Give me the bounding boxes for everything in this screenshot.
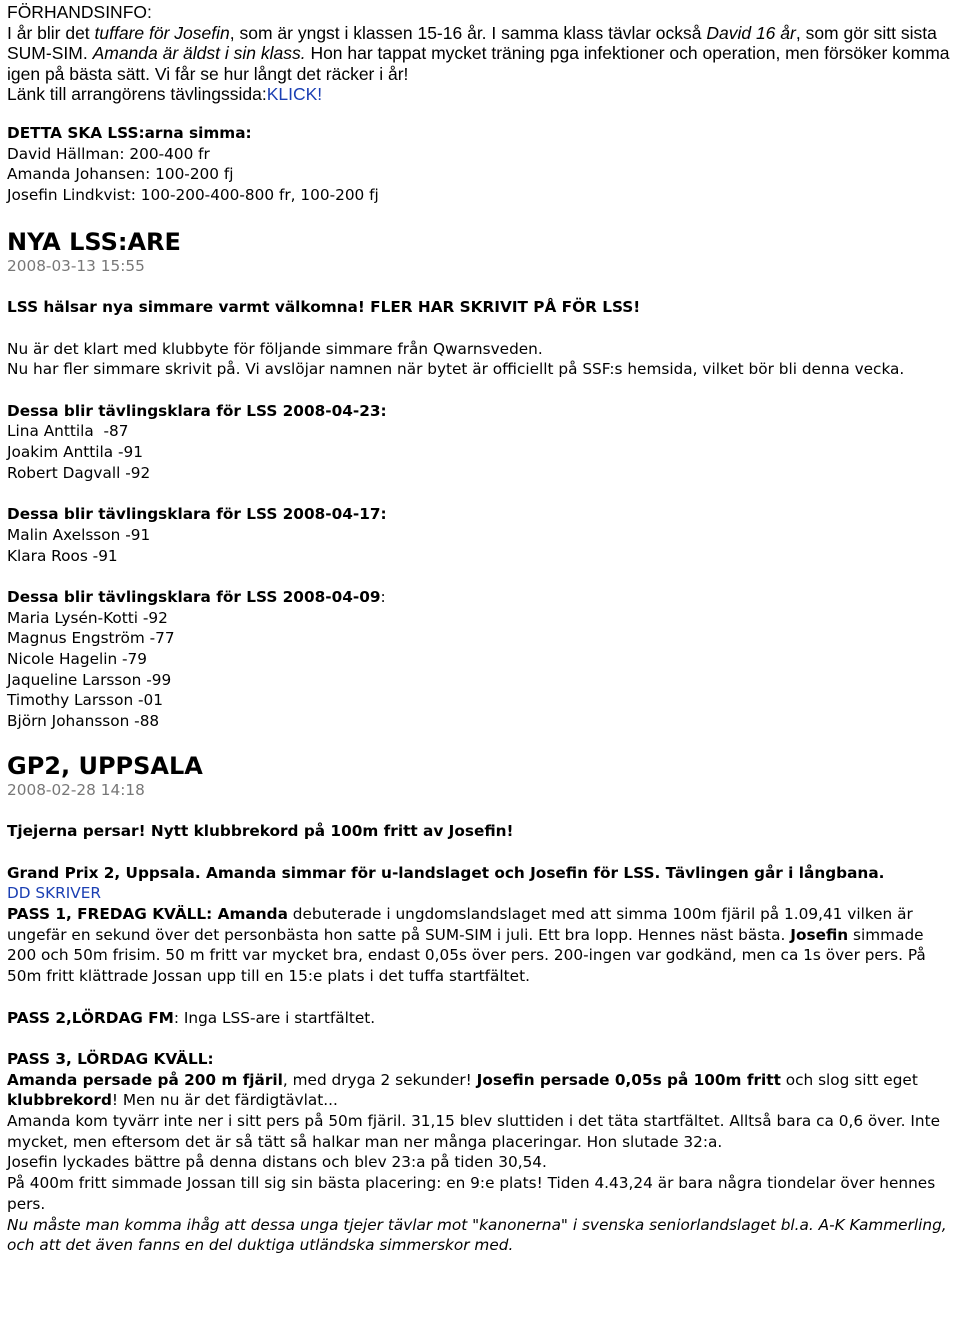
swim-plan-line: Amanda Johansen: 100-200 fj [7, 165, 234, 184]
post-title: NYA LSS:ARE [7, 227, 181, 256]
pre-info-section [7, 2, 957, 105]
post-lead: LSS hälsar nya simmare varmt välkomna! FLER HAR SKRIVIT PÅ FÖR LSS! [7, 298, 641, 317]
closing-paragraph: Nu måste man komma ihåg att dessa unga tjejer tävlar mot "kanonerna" i svenska seniorlandslaget bl.a. A-K Kammerling, och att det även fanns en del duktiga utländska simmerskor med. [7, 1215, 947, 1255]
paragraph: Nu är det klart med klubbyte för följande simmare från Qwarnsveden. [7, 339, 543, 358]
paragraph: Josefin lyckades bättre på denna distans och blev 23:a på tiden 30,54. [7, 1153, 547, 1172]
list-item: Lina Anttila -87 [7, 422, 129, 441]
list-item: Magnus Engström -77 [7, 629, 175, 648]
list-item: Nicole Hagelin -79 [7, 650, 148, 669]
pass-3-paragraph: Amanda persade på 200 m fjäril, med dryga 2 sekunder! Josefin persade 0,05s på 100m fritt och slog sitt eget klubbrekord! Men nu är det färdigtävlat... [7, 1070, 918, 1110]
pre-info-heading: FÖRHANDSINFO: [7, 2, 152, 22]
post-intro: Grand Prix 2, Uppsala. Amanda simmar för u-landslaget och Josefin för LSS. Tävlingen går i långbana. [7, 863, 885, 882]
news-post-gp2-uppsala [7, 752, 957, 1256]
list-item: Björn Johansson -88 [7, 712, 160, 731]
list-item: Maria Lysén-Kotti -92 [7, 608, 168, 627]
post-date: 2008-02-28 14:18 [7, 780, 145, 799]
swim-plan-heading: DETTA SKA LSS:arna simma: [7, 123, 252, 142]
list-item: Malin Axelsson -91 [7, 525, 151, 544]
list-item: Timothy Larsson -01 [7, 691, 164, 710]
organizer-link-line: Länk till arrangörens tävlingssida:KLICK! [7, 84, 323, 105]
paragraph: Nu har fler simmare skrivit på. Vi avslöjar namnen när bytet är officiellt på SSF:s hemsida, vilket bör bli denna vecka. [7, 360, 905, 379]
news-post-new-swimmers [7, 228, 957, 732]
pass-1-paragraph: PASS 1, FREDAG KVÄLL: Amanda debuterade i ungdomslandslaget med att simma 100m fjäril på 1.09,41 vilken är ungefär en sekund över det personbästa hon satte på SUM-SIM i juli. Ett bra lopp. Hennes näst bästa. Josefin simmade 200 och 50m frisim. 50 m fritt var mycket bra, endast 0,05s över pers. 200-ingen var godkänd, men ca 1s över pers. På 50m fritt klättrade Jossan upp till en 15:e plats i det tuffa startfältet. [7, 905, 926, 986]
organizer-link[interactable]: KLICK! [266, 84, 323, 105]
swim-plan-line: David Hällman: 200-400 fr [7, 144, 210, 163]
swim-plan-line: Josefin Lindkvist: 100-200-400-800 fr, 100-200 fj [7, 186, 379, 205]
list-item: Jaqueline Larsson -99 [7, 670, 172, 689]
post-date: 2008-03-13 15:55 [7, 256, 145, 275]
paragraph: På 400m fritt simmade Jossan till sig sin bästa placering: en 9:e plats! Tiden 4.43,24 är bara några tiondelar över hennes pers. [7, 1174, 936, 1213]
swim-plan-section [7, 123, 957, 206]
pass-3-heading: PASS 3, LÖRDAG KVÄLL: [7, 1049, 214, 1068]
post-author: DD SKRIVER [7, 884, 102, 903]
list-item: Joakim Anttila -91 [7, 443, 143, 462]
group-heading: Dessa blir tävlingsklara för LSS 2008-04-09: [7, 587, 386, 606]
post-title: GP2, UPPSALA [7, 751, 203, 780]
article-page [7, 0, 957, 1256]
post-lead: Tjejerna persar! Nytt klubbrekord på 100m fritt av Josefin! [7, 822, 514, 841]
group-heading: Dessa blir tävlingsklara för LSS 2008-04-17: [7, 505, 387, 524]
paragraph: Amanda kom tyvärr inte ner i sitt pers på 50m fjäril. 31,15 blev sluttiden i det täta startfältet. Alltså bara ca 0,6 över. Inte mycket, men eftersom det är så tätt så halkar man ner många placeringar. Hon slutade 32:a. [7, 1112, 940, 1151]
list-item: Robert Dagvall -92 [7, 463, 151, 482]
list-item: Klara Roos -91 [7, 546, 118, 565]
pre-info-text: I år blir det tuffare för Josefin, som är yngst i klassen 15-16 år. I samma klass tävlar också David 16 år, som gör sitt sista SUM-SIM. Amanda är äldst i sin klass. Hon har tappat mycket träning pga infektioner och operation, men försöker komma igen på bästa sätt. Vi får se hur långt det räcker i år! [7, 22, 950, 84]
group-heading: Dessa blir tävlingsklara för LSS 2008-04-23: [7, 401, 387, 420]
pass-2-paragraph: PASS 2,LÖRDAG FM: Inga LSS-are i startfältet. [7, 1008, 376, 1027]
